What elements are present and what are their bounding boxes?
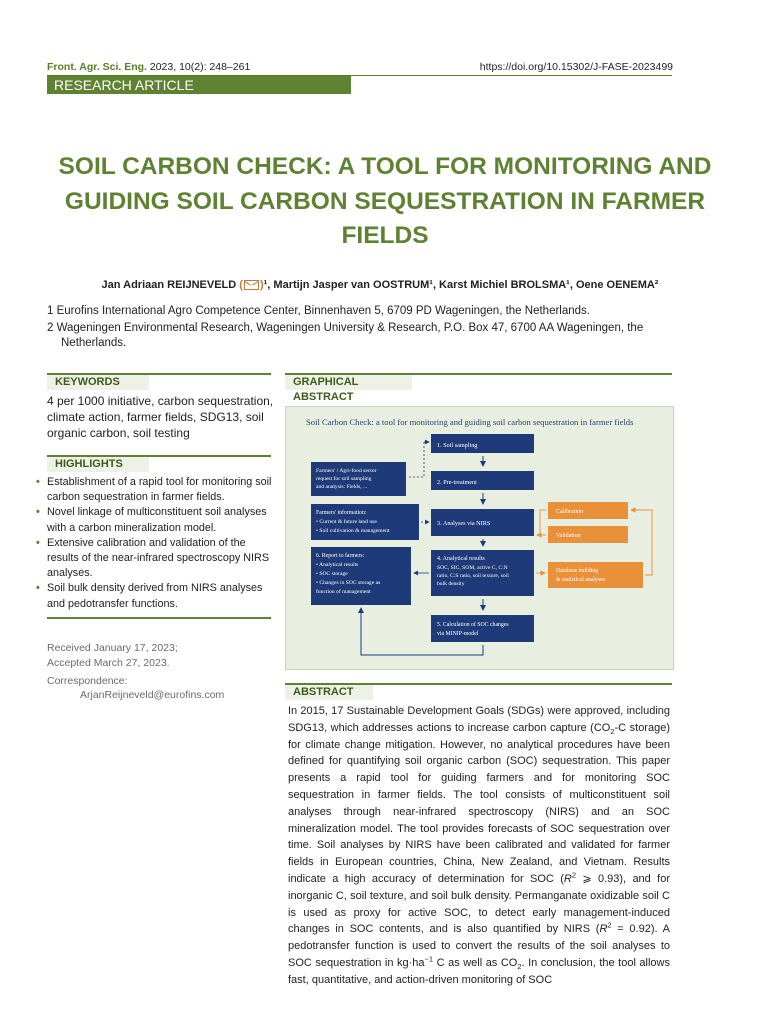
ga-info-line: • Current & future land use [316,519,377,525]
article-dates [47,641,178,671]
ga-step4-title: 4. Analytical results [437,556,485,562]
highlights-heading: HIGHLIGHTS [47,455,149,472]
accepted-date: Accepted March 27, 2023. [47,657,170,669]
abstract-superscript: 2 [571,870,577,880]
ga-report-line: • SOC storage [316,571,348,577]
abstract-superscript: 2 [607,920,612,930]
ga-step5-line: via MINIP-model [437,631,479,637]
ga-step5-line: 5. Calculation of SOC changes [437,622,509,628]
ga-box-database [548,562,643,588]
highlight-item: • Extensive calibration and validation of the results of the near-infrared spectroscopy NIRS analyses. [36,536,276,582]
affiliation-item: 1 Eurofins International Agro Competence Center, Binnenhaven 5, 6709 PD Wageningen, the Netherlands. [47,305,590,317]
ga-database-line: Database building [556,568,599,574]
graphical-abstract-flowchart [286,407,673,669]
graphical-abstract-heading: GRAPHICAL ABSTRACT [285,373,412,390]
abstract-rule [285,683,672,685]
author-corresponding-affil: ¹ [263,279,268,291]
keywords-heading: KEYWORDS [47,373,149,390]
highlights-end-rule [47,617,271,619]
ga-step1-label: 1. Soil sampling [437,442,478,449]
ga-box-soc-calculation [431,615,534,642]
ga-report-line: • Analytical results [316,562,359,568]
ga-step2-label: 2. Pre-treatment [437,479,477,486]
highlight-item: • Soil bulk density derived from NIRS analyses and pedotransfer functions. [36,581,276,611]
abstract-text-segment: . In conclusion, the tool allows fast, quantitative, and action-driven monitoring of SOC [288,956,670,986]
doi-link[interactable]: https://doi.org/10.15302/J-FASE-2023499 [479,61,673,73]
affiliation-item: 2 Wageningen Environmental Research, Wageningen University & Research, P.O. Box 47, 6700 AA Wageningen, the Netherlands. [47,321,644,349]
ga-step4-line: bulk density [437,581,465,587]
abstract-subscript: 2 [610,726,615,736]
keywords-rule [47,373,271,375]
correspondence-label: Correspondence: [47,675,128,687]
ga-calibration-label: Calibration [556,509,583,515]
ga-step3-label: 3. Analyses via NIRS [437,520,491,527]
highlight-item: • Novel linkage of multiconstituent soil analyses with a carbon mineralization model. [36,505,276,535]
keywords-text: 4 per 1000 initiative, carbon sequestration, climate action, farmer fields, SDG13, soil organic carbon, soil testing [47,394,274,440]
abstract-text-segment: In 2015, 17 Sustainable Development Goals (SDGs) were approved, including SDG13, which addresses actions to increase carbon capture (CO [288,705,670,734]
highlights-list [36,475,276,612]
ga-step4-line: SOC, SIC, SOM, active C, C:N [437,565,508,571]
abstract-text-segment: ⩾ 0.93), and for inorganic C, soil texture, and soil bulk density. Permanganate oxidizable soil C is used as proxy for active SOC, to detect early management-induced changes in SOC contents, and is also quantified by NIRS ( [288,872,670,936]
ga-info-title: Farmers' information: [316,510,367,516]
journal-citation [47,61,250,73]
ga-dashed-connector [409,442,424,477]
affiliation-list [47,304,667,353]
ga-step4-line: ratio, C:S ratio, soil texture, soil [437,573,509,579]
article-type-banner: RESEARCH ARTICLE [47,76,351,94]
abstract-heading: ABSTRACT [285,683,373,700]
ga-report-line: function of management [316,589,371,595]
ga-database-line: & statistical analyses [556,577,605,583]
abstract-r-symbol: R [599,923,608,936]
graphical-abstract-figure [285,406,674,670]
abstract-text-segment: C as well as CO [433,956,518,969]
abstract-text-segment: -C storage) for climate change mitigation. However, no analytical procedures have been defined for quantifying soil organic carbon (SOC) sequestration. This paper presents a rapid tool for guiding farmers and for monitoring SOC sequestration in farmer fields. The tool consists of multiconstituent soil analyses through near-infrared spectroscopy (NIRS) and an SOC mineralization model. The tool provides forecasts of SOC sequestration over time. Soil analyses by NIRS have been calibrated and validated for farmer fields in European countries, China, New Zealand, and Vietnam. Results indicate a high accuracy of determination for SOC ( [288,721,670,885]
envelope-icon [244,280,259,290]
highlight-item: • Establishment of a rapid tool for monitoring soil carbon sequestration in farmer fields. [36,475,276,505]
abstract-subscript: 2 [517,962,522,972]
abstract-superscript: −1 [424,954,434,964]
ga-title: Soil Carbon Check: a tool for monitoring and guiding soil carbon sequestration in farmer fields [306,417,634,427]
graphical-abstract-rule [285,373,672,375]
abstract-body [288,703,670,989]
ga-validation-label: Validation [556,533,581,539]
ga-info-line: • Soil cultivation & management [316,528,390,534]
received-date: Received January 17, 2023; [47,642,178,654]
author-corresponding: Jan Adriaan REIJNEVELD [101,279,237,291]
abstract-r-symbol: R [563,872,572,885]
ga-request-line: and analysis: Fields, ... [316,484,368,490]
highlights-rule [47,455,271,457]
journal-volume-pages: 2023, 10(2): 248–261 [146,61,251,73]
author-list [40,279,720,291]
correspondence-envelope[interactable]: ( ) [239,279,264,291]
ga-request-line: Farmers' / Agri-food sector [316,468,377,474]
journal-name: Front. Agr. Sci. Eng. [47,61,147,73]
abstract-text-segment: = 0.92). A pedotransfer function is used to convert the results of the soil analyses to SOC sequestration in kg·ha [288,923,671,969]
ga-report-line: • Changes in SOC storage as [316,580,381,586]
ga-orange-arrow [537,510,546,535]
author-coauthors: , Martijn Jasper van OOSTRUM¹, Karst Michiel BROLSMA¹, Oene OENEMA² [267,279,659,291]
correspondence-email[interactable]: ArjanReijneveld@eurofins.com [80,689,225,701]
ga-request-line: request for soil sampling [316,476,372,482]
paper-title: SOIL CARBON CHECK: A TOOL FOR MONITORING AND GUIDING SOIL CARBON SEQUESTRATION IN FARMER FIELDS [58,153,712,249]
ga-report-title: 6. Report to farmers: [316,553,365,559]
